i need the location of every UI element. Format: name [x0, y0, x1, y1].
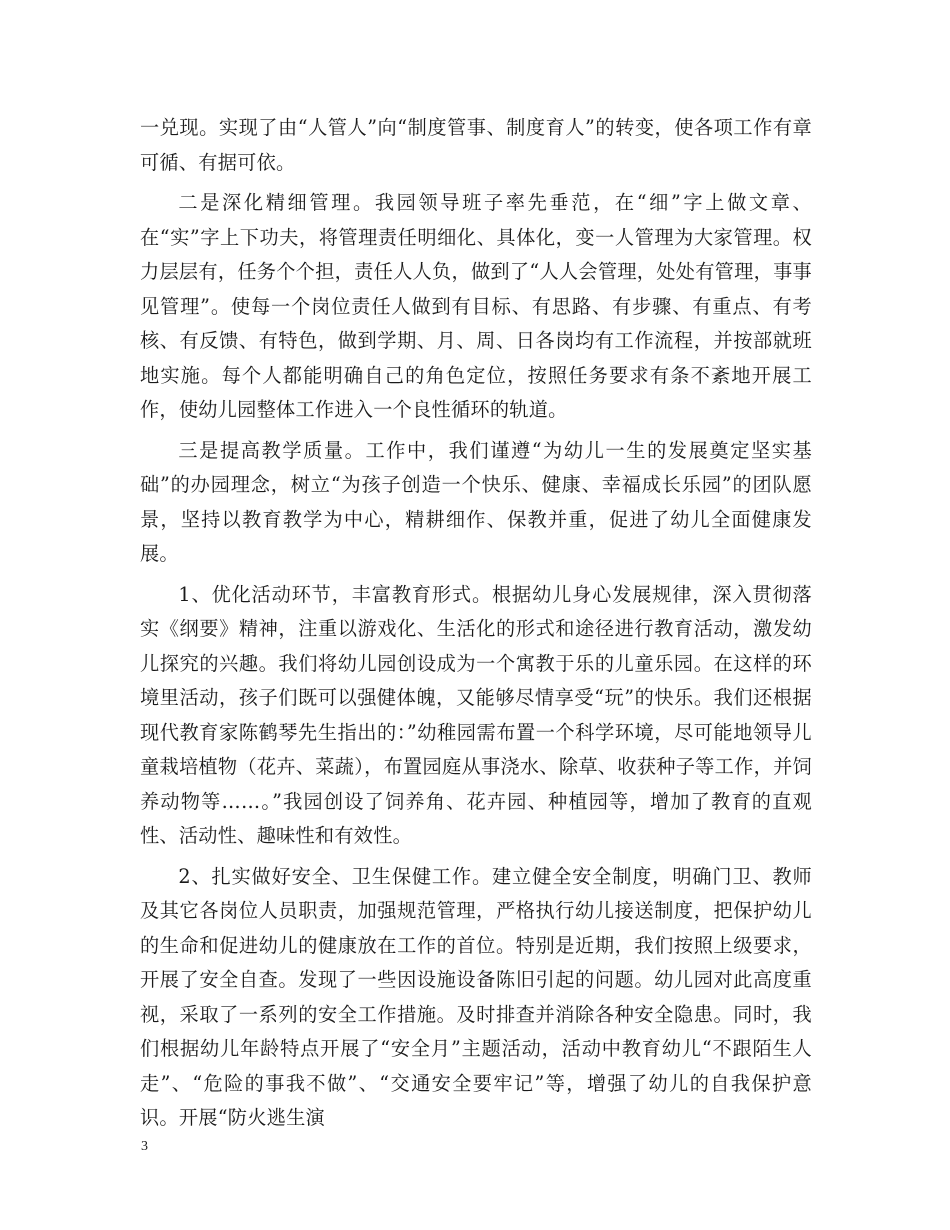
paragraph-continuation: 一兑现。实现了由“人管人”向“制度管事、制度育人”的转变，使各项工作有章可循、有据可依。 — [140, 116, 812, 174]
body-text — [140, 111, 812, 1136]
page-number: 3 — [141, 1139, 148, 1154]
paragraph-refined-management: 二是深化精细管理。我园领导班子率先垂范，在“细”字上做文章、在“实”字上下功夫，将管理责任明细化、具体化，变一人管理为大家管理。权力层层有，任务个个担，责任人人负，做到了“人人会管理，处处有管理，事事见管理”。使每一个岗位责任人做到有目标、有思路、有步骤、有重点、有考核、有反馈、有特色，做到学期、月、周、日各岗均有工作流程，并按部就班地实施。每个人都能明确自己的角色定位，按照任务要求有条不紊地开展工作，使幼儿园整体工作进入一个良性循环的轨道。 — [140, 191, 812, 421]
paragraph-teaching-quality: 三是提高教学质量。工作中，我们谨遵“为幼儿一生的发展奠定坚实基础”的办园理念，树立“为孩子创造一个快乐、健康、幸福成长乐园”的团队愿景，坚持以教育教学为中心，精耕细作、保教并重，促进了幼儿全面健康发展。 — [140, 438, 812, 565]
paragraph-safety-hygiene: 2、扎实做好安全、卫生保健工作。建立健全安全制度，明确门卫、教师及其它各岗位人员职责，加强规范管理，严格执行幼儿接送制度，把保护幼儿的生命和促进幼儿的健康放在工作的首位。特别是近期，我们按照上级要求，开展了安全自查。发现了一些因设施设备陈旧引起的问题。幼儿园对此高度重视，采取了一系列的安全工作措施。及时排查并消除各种安全隐患。同时，我们根据幼儿年龄特点开展了“安全月”主题活动，活动中教育幼儿“不跟陌生人走”、“危险的事我不做”、“交通安全要牢记”等，增强了幼儿的自我保护意识。开展“防火逃生演 — [140, 864, 812, 1129]
paragraph-activity-optimization: 1、优化活动环节，丰富教育形式。根据幼儿身心发展规律，深入贯彻落实《纲要》精神，注重以游戏化、生活化的形式和途径进行教育活动，激发幼儿探究的兴趣。我们将幼儿园创设成为一个寓教于乐的儿童乐园。在这样的环境里活动，孩子们既可以强健体魄，又能够尽情享受“玩”的快乐。我们还根据现代教育家陈鹤琴先生指出的：”幼稚园需布置一个科学环境，尽可能地领导儿童栽培植物（花卉、菜蔬），布置园庭从事浇水、除草、收获种子等工作，并饲养动物等……。”我园创设了饲养角、花卉园、种植园等，增加了教育的直观性、活动性、趣味性和有效性。 — [140, 582, 812, 847]
